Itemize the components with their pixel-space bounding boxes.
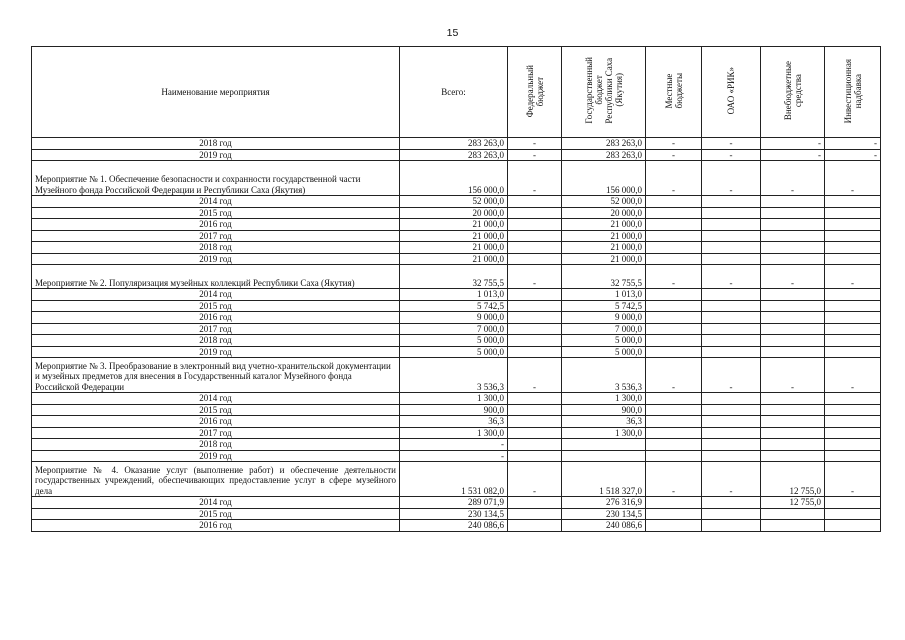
table-row-year bbox=[32, 230, 881, 242]
cell-rik: - bbox=[702, 149, 761, 161]
year-label: 2017 год bbox=[32, 230, 400, 242]
cell-invest: - bbox=[825, 265, 881, 289]
cell-rik: - bbox=[702, 265, 761, 289]
measure-title: Мероприятие № 2. Популяризация музейных коллекций Республики Саха (Якутия) bbox=[32, 265, 400, 289]
header-state bbox=[562, 47, 646, 138]
cell-invest bbox=[825, 404, 881, 416]
cell-federal: - bbox=[508, 149, 562, 161]
cell-federal: - bbox=[508, 138, 562, 150]
measure-title: Мероприятие № 1. Обеспечение безопасности и сохранности государственной части Музейного фонда Российской Федерации и Республики Саха (Якутия) bbox=[32, 161, 400, 196]
year-label: 2016 год bbox=[32, 520, 400, 532]
cell-federal bbox=[508, 393, 562, 405]
cell-total: 21 000,0 bbox=[400, 230, 508, 242]
cell-extra bbox=[761, 230, 825, 242]
header-extra bbox=[761, 47, 825, 138]
cell-total: 3 536,3 bbox=[400, 358, 508, 393]
cell-invest bbox=[825, 520, 881, 532]
table-body bbox=[32, 138, 881, 532]
cell-federal bbox=[508, 242, 562, 254]
page-number: 15 bbox=[446, 27, 459, 39]
year-label: 2015 год bbox=[32, 207, 400, 219]
cell-federal: - bbox=[508, 358, 562, 393]
cell-federal bbox=[508, 346, 562, 358]
year-label: 2019 год bbox=[32, 149, 400, 161]
table-row-year bbox=[32, 346, 881, 358]
cell-total: 9 000,0 bbox=[400, 312, 508, 324]
cell-state: 283 263,0 bbox=[562, 149, 646, 161]
cell-local bbox=[646, 439, 702, 451]
header-invest bbox=[825, 47, 881, 138]
cell-rik bbox=[702, 497, 761, 509]
cell-local bbox=[646, 219, 702, 231]
cell-total: 32 755,5 bbox=[400, 265, 508, 289]
header-federal bbox=[508, 47, 562, 138]
cell-rik bbox=[702, 300, 761, 312]
table-row-year bbox=[32, 196, 881, 208]
cell-federal bbox=[508, 439, 562, 451]
table-row-year bbox=[32, 404, 881, 416]
cell-total: 1 300,0 bbox=[400, 393, 508, 405]
year-label: 2018 год bbox=[32, 439, 400, 451]
cell-invest bbox=[825, 207, 881, 219]
cell-local: - bbox=[646, 265, 702, 289]
cell-extra bbox=[761, 196, 825, 208]
header-local bbox=[646, 47, 702, 138]
cell-extra bbox=[761, 439, 825, 451]
cell-federal bbox=[508, 508, 562, 520]
header-state-label: Государственный бюджет Республики Саха (Якутия) bbox=[583, 57, 624, 125]
year-label: 2016 год bbox=[32, 312, 400, 324]
cell-local: - bbox=[646, 149, 702, 161]
cell-state: 156 000,0 bbox=[562, 161, 646, 196]
year-label: 2016 год bbox=[32, 416, 400, 428]
cell-local bbox=[646, 196, 702, 208]
cell-state bbox=[562, 450, 646, 462]
cell-total: 1 013,0 bbox=[400, 289, 508, 301]
cell-total: 21 000,0 bbox=[400, 253, 508, 265]
year-label: 2015 год bbox=[32, 404, 400, 416]
table-row-year bbox=[32, 416, 881, 428]
cell-local bbox=[646, 207, 702, 219]
cell-invest bbox=[825, 300, 881, 312]
header-local-label: Местные бюджеты bbox=[663, 73, 684, 109]
cell-local bbox=[646, 416, 702, 428]
year-label: 2019 год bbox=[32, 346, 400, 358]
table-row-year bbox=[32, 312, 881, 324]
year-label: 2015 год bbox=[32, 508, 400, 520]
cell-state: 5 742,5 bbox=[562, 300, 646, 312]
table-row-year bbox=[32, 253, 881, 265]
table-row-year bbox=[32, 149, 881, 161]
year-label: 2014 год bbox=[32, 289, 400, 301]
cell-total: 900,0 bbox=[400, 404, 508, 416]
cell-federal bbox=[508, 196, 562, 208]
cell-rik bbox=[702, 393, 761, 405]
cell-local bbox=[646, 450, 702, 462]
cell-total: 36,3 bbox=[400, 416, 508, 428]
year-label: 2015 год bbox=[32, 300, 400, 312]
budget-table bbox=[31, 46, 881, 532]
cell-state: 1 300,0 bbox=[562, 427, 646, 439]
cell-local bbox=[646, 508, 702, 520]
cell-local bbox=[646, 230, 702, 242]
table-row-year bbox=[32, 439, 881, 451]
table-row-year bbox=[32, 520, 881, 532]
cell-total: - bbox=[400, 450, 508, 462]
cell-local bbox=[646, 497, 702, 509]
cell-state bbox=[562, 439, 646, 451]
cell-local: - bbox=[646, 161, 702, 196]
cell-total: 240 086,6 bbox=[400, 520, 508, 532]
cell-state: 52 000,0 bbox=[562, 196, 646, 208]
cell-extra: - bbox=[761, 138, 825, 150]
cell-invest bbox=[825, 508, 881, 520]
table-row-year bbox=[32, 138, 881, 150]
table-row-year bbox=[32, 323, 881, 335]
cell-rik bbox=[702, 335, 761, 347]
cell-extra bbox=[761, 416, 825, 428]
cell-federal bbox=[508, 230, 562, 242]
year-label: 2014 год bbox=[32, 497, 400, 509]
cell-total: 1 300,0 bbox=[400, 427, 508, 439]
cell-state: 21 000,0 bbox=[562, 230, 646, 242]
cell-extra bbox=[761, 300, 825, 312]
cell-federal bbox=[508, 427, 562, 439]
cell-rik bbox=[702, 450, 761, 462]
cell-rik bbox=[702, 404, 761, 416]
table-row-year bbox=[32, 207, 881, 219]
cell-invest: - bbox=[825, 149, 881, 161]
year-label: 2018 год bbox=[32, 335, 400, 347]
cell-extra bbox=[761, 427, 825, 439]
header-name: Наименование мероприятия bbox=[32, 47, 400, 138]
cell-invest bbox=[825, 439, 881, 451]
cell-invest bbox=[825, 219, 881, 231]
cell-federal bbox=[508, 497, 562, 509]
cell-local bbox=[646, 335, 702, 347]
cell-rik: - bbox=[702, 161, 761, 196]
header-federal-label: Федеральный бюджет bbox=[524, 64, 545, 117]
cell-state: 32 755,5 bbox=[562, 265, 646, 289]
cell-local bbox=[646, 289, 702, 301]
cell-total: - bbox=[400, 439, 508, 451]
cell-extra: 12 755,0 bbox=[761, 462, 825, 497]
cell-rik: - bbox=[702, 462, 761, 497]
cell-state: 1 013,0 bbox=[562, 289, 646, 301]
cell-invest bbox=[825, 346, 881, 358]
cell-total: 52 000,0 bbox=[400, 196, 508, 208]
cell-federal bbox=[508, 312, 562, 324]
cell-local bbox=[646, 323, 702, 335]
year-label: 2018 год bbox=[32, 138, 400, 150]
cell-extra: - bbox=[761, 265, 825, 289]
cell-total: 20 000,0 bbox=[400, 207, 508, 219]
cell-federal: - bbox=[508, 161, 562, 196]
cell-rik bbox=[702, 416, 761, 428]
cell-invest bbox=[825, 230, 881, 242]
cell-state: 21 000,0 bbox=[562, 253, 646, 265]
cell-federal bbox=[508, 323, 562, 335]
cell-extra bbox=[761, 346, 825, 358]
year-label: 2014 год bbox=[32, 393, 400, 405]
cell-local bbox=[646, 346, 702, 358]
cell-extra bbox=[761, 450, 825, 462]
cell-local bbox=[646, 312, 702, 324]
cell-rik bbox=[702, 219, 761, 231]
cell-invest bbox=[825, 196, 881, 208]
cell-invest bbox=[825, 323, 881, 335]
cell-rik bbox=[702, 427, 761, 439]
cell-rik bbox=[702, 520, 761, 532]
year-label: 2019 год bbox=[32, 253, 400, 265]
cell-rik bbox=[702, 289, 761, 301]
cell-state: 900,0 bbox=[562, 404, 646, 416]
cell-total: 283 263,0 bbox=[400, 149, 508, 161]
cell-invest bbox=[825, 242, 881, 254]
cell-invest: - bbox=[825, 358, 881, 393]
table-row-year bbox=[32, 300, 881, 312]
cell-rik bbox=[702, 253, 761, 265]
cell-rik: - bbox=[702, 138, 761, 150]
cell-invest bbox=[825, 289, 881, 301]
cell-state: 20 000,0 bbox=[562, 207, 646, 219]
cell-invest bbox=[825, 416, 881, 428]
cell-local bbox=[646, 393, 702, 405]
header-rik-label: ОАО «РИК» bbox=[726, 67, 736, 115]
cell-local bbox=[646, 242, 702, 254]
cell-total: 21 000,0 bbox=[400, 219, 508, 231]
cell-federal bbox=[508, 219, 562, 231]
cell-extra bbox=[761, 312, 825, 324]
cell-rik bbox=[702, 439, 761, 451]
table-row-year bbox=[32, 219, 881, 231]
cell-federal bbox=[508, 416, 562, 428]
header-extra-label: Внебюджетные средства bbox=[782, 61, 803, 121]
year-label: 2014 год bbox=[32, 196, 400, 208]
table-row-year bbox=[32, 289, 881, 301]
cell-local bbox=[646, 300, 702, 312]
cell-total: 230 134,5 bbox=[400, 508, 508, 520]
cell-extra bbox=[761, 289, 825, 301]
cell-state: 3 536,3 bbox=[562, 358, 646, 393]
cell-rik: - bbox=[702, 358, 761, 393]
cell-invest bbox=[825, 335, 881, 347]
table-row-measure bbox=[32, 161, 881, 196]
cell-invest bbox=[825, 427, 881, 439]
cell-total: 5 742,5 bbox=[400, 300, 508, 312]
cell-invest bbox=[825, 312, 881, 324]
cell-state: 36,3 bbox=[562, 416, 646, 428]
cell-federal bbox=[508, 335, 562, 347]
cell-federal bbox=[508, 450, 562, 462]
cell-invest bbox=[825, 393, 881, 405]
cell-extra bbox=[761, 207, 825, 219]
cell-extra bbox=[761, 335, 825, 347]
cell-extra bbox=[761, 253, 825, 265]
cell-extra bbox=[761, 520, 825, 532]
cell-state: 21 000,0 bbox=[562, 219, 646, 231]
cell-federal: - bbox=[508, 462, 562, 497]
cell-extra bbox=[761, 219, 825, 231]
cell-state: 230 134,5 bbox=[562, 508, 646, 520]
cell-federal bbox=[508, 289, 562, 301]
cell-extra: 12 755,0 bbox=[761, 497, 825, 509]
cell-local: - bbox=[646, 358, 702, 393]
cell-total: 21 000,0 bbox=[400, 242, 508, 254]
cell-state: 1 300,0 bbox=[562, 393, 646, 405]
cell-local bbox=[646, 520, 702, 532]
cell-total: 1 531 082,0 bbox=[400, 462, 508, 497]
cell-state: 5 000,0 bbox=[562, 346, 646, 358]
cell-invest: - bbox=[825, 138, 881, 150]
year-label: 2018 год bbox=[32, 242, 400, 254]
cell-state: 21 000,0 bbox=[562, 242, 646, 254]
cell-local: - bbox=[646, 462, 702, 497]
cell-extra bbox=[761, 323, 825, 335]
year-label: 2016 год bbox=[32, 219, 400, 231]
cell-federal bbox=[508, 300, 562, 312]
cell-rik bbox=[702, 207, 761, 219]
cell-invest: - bbox=[825, 161, 881, 196]
cell-total: 7 000,0 bbox=[400, 323, 508, 335]
cell-rik bbox=[702, 508, 761, 520]
year-label: 2017 год bbox=[32, 427, 400, 439]
table-row-year bbox=[32, 427, 881, 439]
header-rik bbox=[702, 47, 761, 138]
cell-total: 289 071,9 bbox=[400, 497, 508, 509]
cell-invest bbox=[825, 497, 881, 509]
cell-state: 9 000,0 bbox=[562, 312, 646, 324]
cell-rik bbox=[702, 196, 761, 208]
cell-state: 276 316,9 bbox=[562, 497, 646, 509]
cell-extra: - bbox=[761, 161, 825, 196]
table-row-year bbox=[32, 450, 881, 462]
header-total: Всего: bbox=[400, 47, 508, 138]
cell-local bbox=[646, 427, 702, 439]
cell-total: 156 000,0 bbox=[400, 161, 508, 196]
table-row-year bbox=[32, 393, 881, 405]
table-header-row bbox=[32, 47, 881, 138]
cell-extra bbox=[761, 404, 825, 416]
cell-federal bbox=[508, 207, 562, 219]
cell-total: 283 263,0 bbox=[400, 138, 508, 150]
table-row-measure bbox=[32, 265, 881, 289]
cell-total: 5 000,0 bbox=[400, 346, 508, 358]
cell-rik bbox=[702, 230, 761, 242]
cell-state: 283 263,0 bbox=[562, 138, 646, 150]
cell-total: 5 000,0 bbox=[400, 335, 508, 347]
cell-rik bbox=[702, 346, 761, 358]
header-invest-label: Инвестиционная надбавка bbox=[842, 58, 863, 123]
measure-title: Мероприятие № 3. Преобразование в электронный вид учетно-хранительской документации и музейных предметов для внесения в Государственный каталог Музейного фонда Российской Федерации bbox=[32, 358, 400, 393]
cell-local bbox=[646, 404, 702, 416]
cell-local bbox=[646, 253, 702, 265]
cell-extra: - bbox=[761, 358, 825, 393]
table-row-measure bbox=[32, 462, 881, 497]
cell-federal: - bbox=[508, 265, 562, 289]
table-row-year bbox=[32, 508, 881, 520]
cell-invest: - bbox=[825, 462, 881, 497]
cell-local: - bbox=[646, 138, 702, 150]
cell-invest bbox=[825, 450, 881, 462]
cell-rik bbox=[702, 242, 761, 254]
cell-federal bbox=[508, 253, 562, 265]
cell-state: 7 000,0 bbox=[562, 323, 646, 335]
cell-extra: - bbox=[761, 149, 825, 161]
cell-state: 1 518 327,0 bbox=[562, 462, 646, 497]
cell-state: 5 000,0 bbox=[562, 335, 646, 347]
cell-extra bbox=[761, 393, 825, 405]
cell-federal bbox=[508, 404, 562, 416]
year-label: 2019 год bbox=[32, 450, 400, 462]
year-label: 2017 год bbox=[32, 323, 400, 335]
cell-federal bbox=[508, 520, 562, 532]
table-row-measure bbox=[32, 358, 881, 393]
table-row-year bbox=[32, 335, 881, 347]
cell-rik bbox=[702, 312, 761, 324]
cell-extra bbox=[761, 242, 825, 254]
table-row-year bbox=[32, 242, 881, 254]
cell-state: 240 086,6 bbox=[562, 520, 646, 532]
measure-title: Мероприятие № 4. Оказание услуг (выполнение работ) и обеспечение деятельности государственных учреждений, обеспечивающих предоставление услуг в сфере музейного дела bbox=[32, 462, 400, 497]
cell-invest bbox=[825, 253, 881, 265]
table-row-year bbox=[32, 497, 881, 509]
cell-extra bbox=[761, 508, 825, 520]
cell-rik bbox=[702, 323, 761, 335]
